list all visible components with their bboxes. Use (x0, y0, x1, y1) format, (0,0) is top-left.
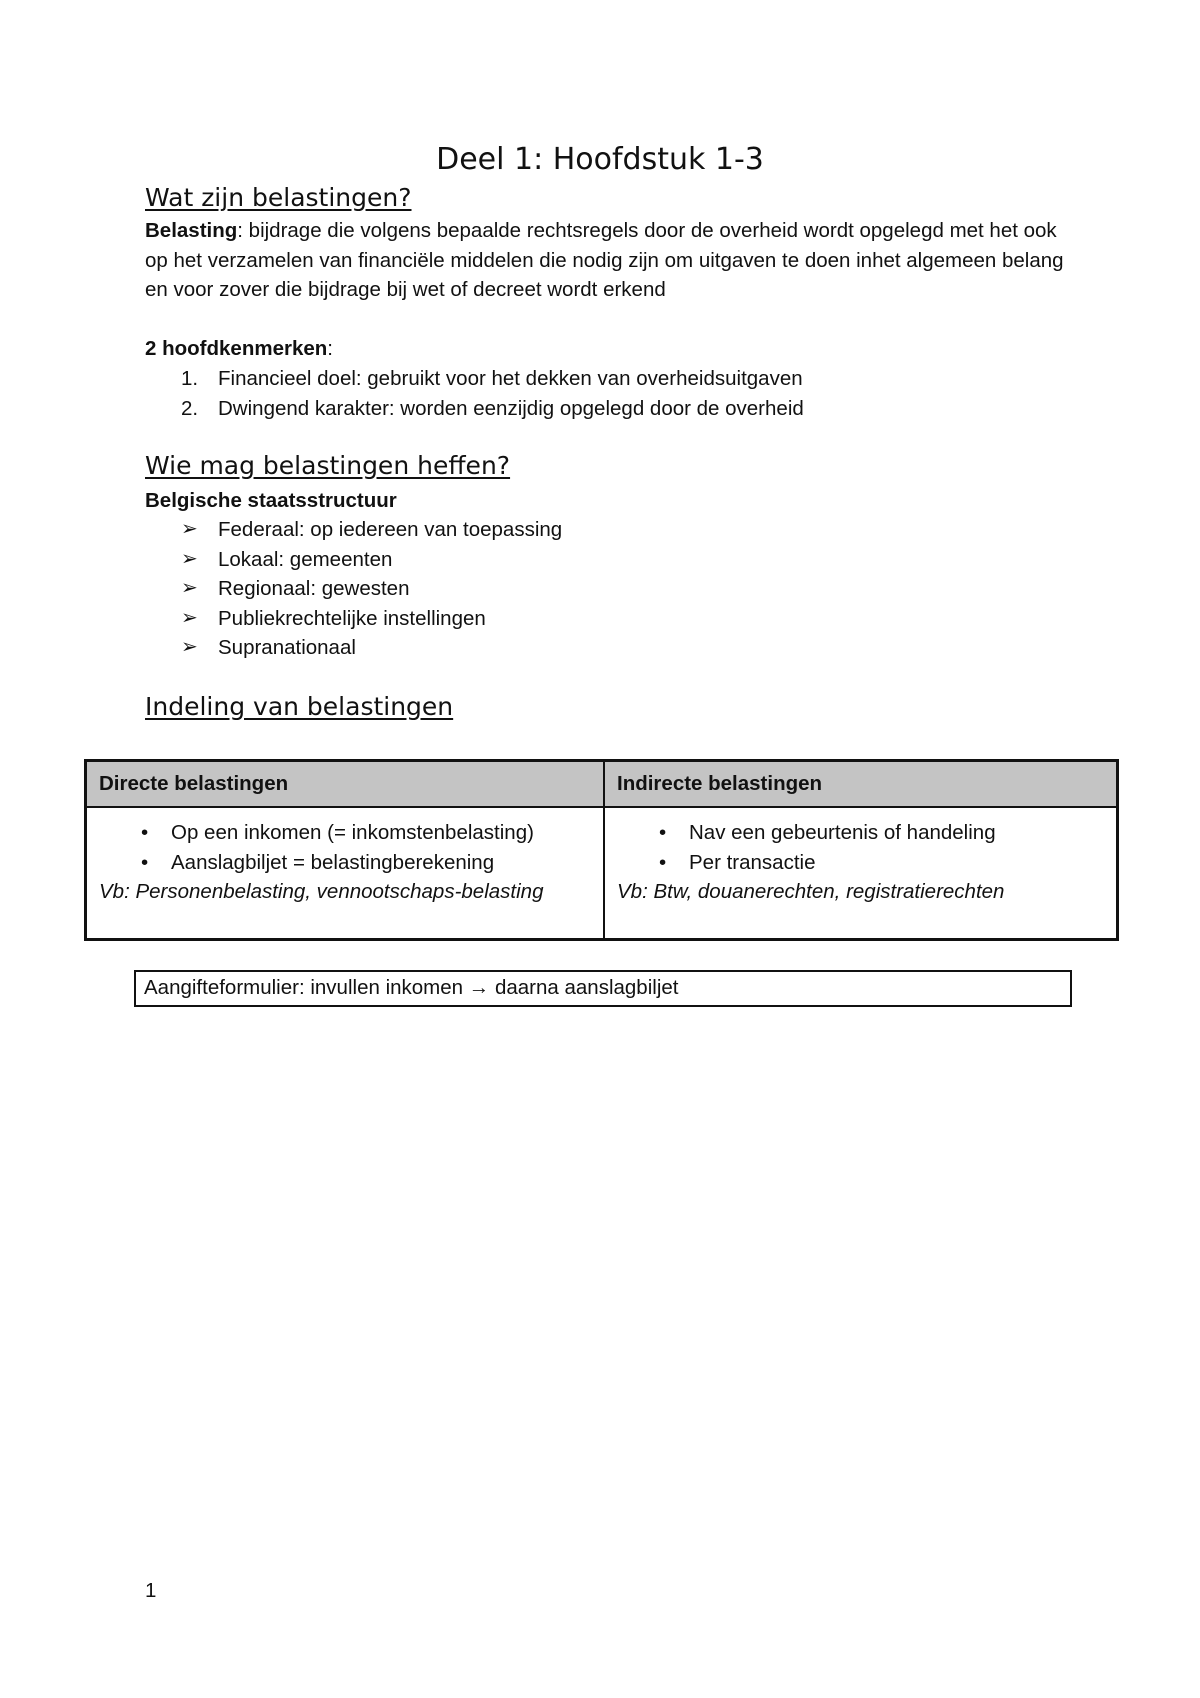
page-number: 1 (145, 1579, 157, 1602)
list-item (145, 633, 562, 663)
belastingen-table (84, 759, 1119, 941)
arrow-bullet-icon: ➢ (181, 636, 198, 658)
aangifte-text-after: daarna aanslagbiljet (494, 976, 679, 999)
features-label (145, 334, 333, 364)
list-item-text: Dwingend karakter: worden eenzijdig opgelegd door de overheid (218, 396, 804, 420)
bullet-icon: • (141, 850, 149, 874)
list-item (145, 515, 562, 545)
aangifte-text-before: Aangifteformulier: invullen inkomen (144, 976, 464, 999)
directe-example: Vb: Personenbelasting, vennootschaps-belasting (99, 880, 544, 903)
list-item-text: Aanslagbiljet = belastingberekening (171, 850, 495, 874)
directe-bullet-list (99, 818, 591, 877)
heading-wie-mag-belastingen-heffen: Wie mag belastingen heffen? (145, 451, 511, 480)
list-item-text: Financieel doel: gebruikt voor het dekken van overheidsuitgaven (218, 367, 803, 390)
staatsstructuur-label: Belgische staatsstructuur (145, 489, 397, 512)
table-cell-directe (87, 808, 605, 938)
definition-term: Belasting (145, 219, 238, 242)
list-item (145, 394, 804, 424)
bullet-icon: • (659, 821, 667, 844)
list-item (145, 574, 562, 604)
list-number: 2. (181, 396, 199, 420)
indirecte-example: Vb: Btw, douanerechten, registratierechten (617, 880, 1005, 903)
staatsstructuur-list (145, 515, 562, 663)
list-number: 1. (181, 367, 199, 390)
features-list (145, 364, 804, 423)
table-header-directe: Directe belastingen (87, 762, 605, 808)
list-item-text: Federaal: op iedereen van toepassing (218, 518, 563, 541)
bullet-icon: • (659, 850, 667, 874)
table-cell-indirecte (605, 808, 1116, 938)
list-item-text: Publiekrechtelijke instellingen (218, 606, 486, 630)
definition-paragraph (145, 216, 1075, 305)
features-label-colon: : (327, 337, 333, 360)
arrow-bullet-icon: ➢ (181, 606, 198, 629)
list-item (145, 364, 804, 394)
heading-indeling-van-belastingen: Indeling van belastingen (145, 692, 454, 721)
table-header-indirecte: Indirecte belastingen (605, 762, 1116, 808)
list-item (145, 604, 562, 634)
aangifte-note-box (134, 970, 1072, 1007)
bullet-icon: • (141, 821, 149, 844)
list-item (99, 818, 591, 848)
list-item-text: Lokaal: gemeenten (218, 547, 393, 571)
page-title: Deel 1: Hoofdstuk 1-3 (436, 142, 764, 177)
list-item (99, 848, 591, 878)
list-item-text: Per transactie (689, 850, 816, 874)
list-item-text: Supranationaal (218, 636, 356, 659)
indirecte-bullet-list (617, 818, 1104, 877)
definition-text: : bijdrage die volgens bepaalde rechtsregels door de overheid wordt opgelegd met het ook op het verzamelen van financiële middelen die nodig zijn om uitgaven te doen inhet algemeen belang en voor zover die bijdrage bij wet of decreet wordt erkend (145, 219, 1064, 301)
arrow-bullet-icon: ➢ (181, 547, 198, 570)
list-item-text: Op een inkomen (= inkomstenbelasting) (171, 821, 534, 844)
heading-wat-zijn-belastingen: Wat zijn belastingen? (145, 183, 412, 212)
list-item (145, 545, 562, 575)
arrow-bullet-icon: ➢ (181, 518, 198, 540)
arrow-bullet-icon: ➢ (181, 577, 198, 599)
arrow-right-icon: → (468, 976, 490, 999)
list-item (617, 848, 1104, 878)
features-label-text: 2 hoofdkenmerken (145, 337, 328, 360)
list-item (617, 818, 1104, 848)
list-item-text: Regionaal: gewesten (218, 577, 410, 600)
list-item-text: Nav een gebeurtenis of handeling (689, 821, 996, 844)
